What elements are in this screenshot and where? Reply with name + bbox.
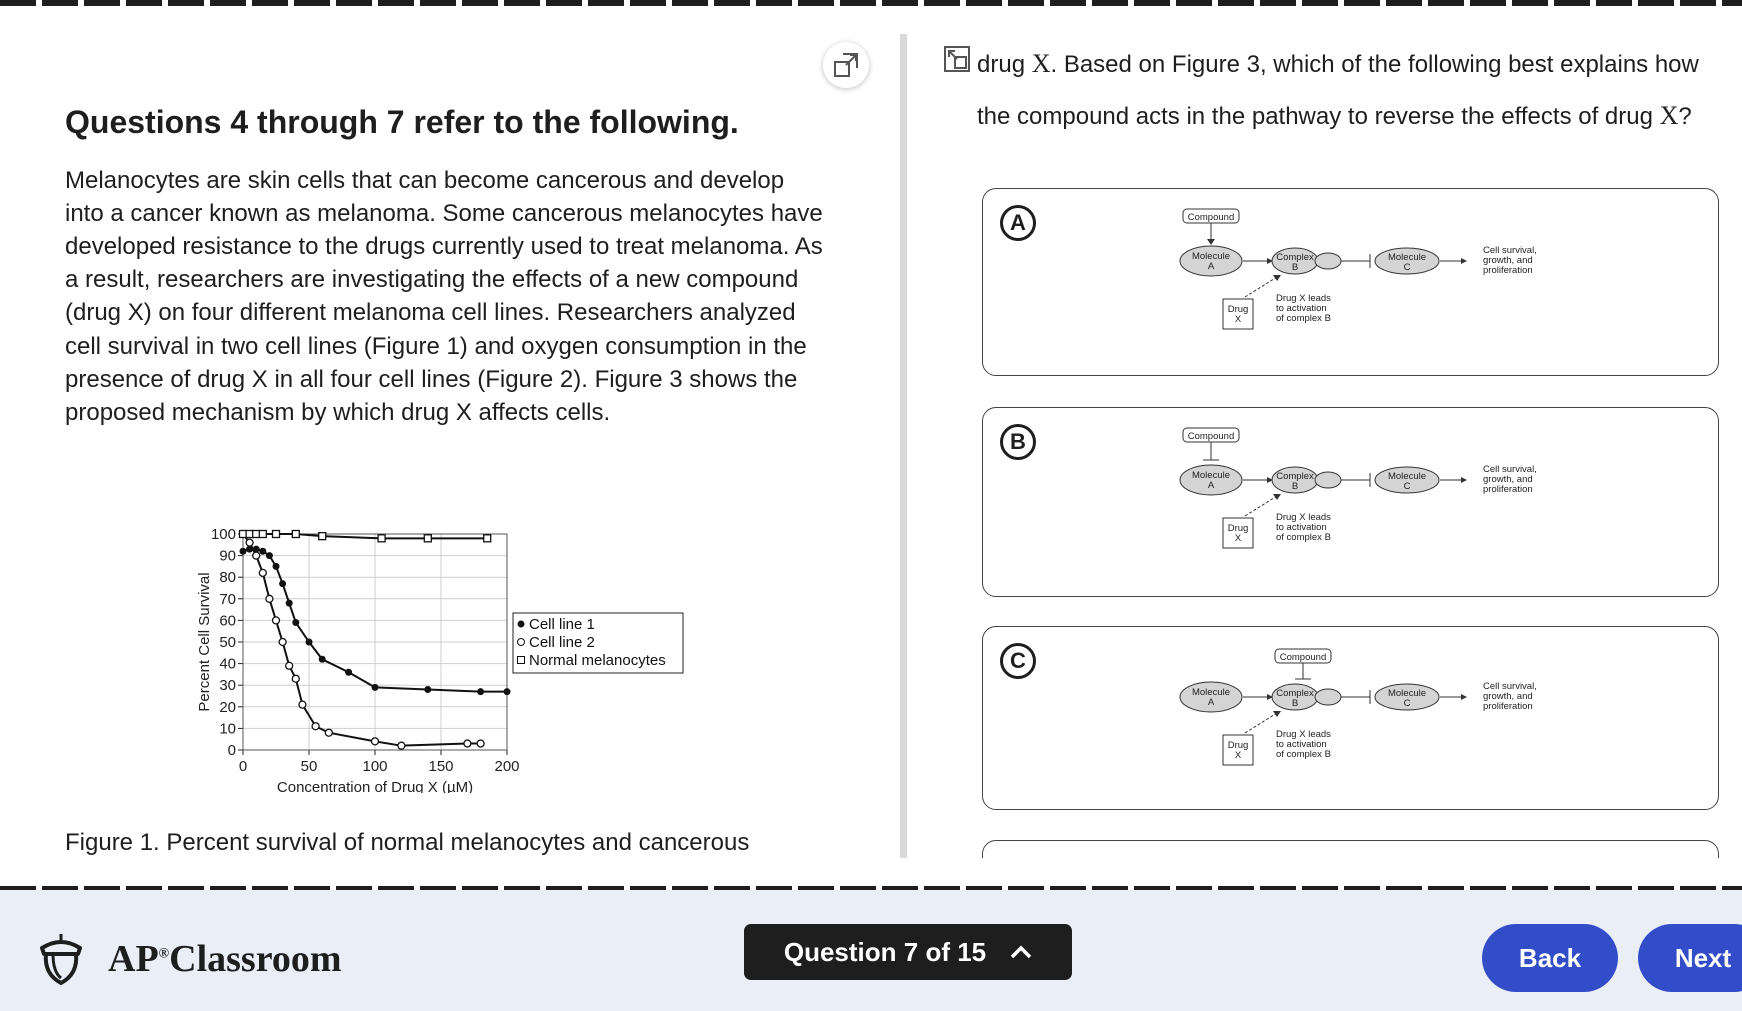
diagram-label: to activation xyxy=(1276,303,1327,314)
diagram-label: C xyxy=(1403,698,1411,709)
legend-marker xyxy=(518,621,525,628)
diagram-label: Drug X leads xyxy=(1276,729,1331,740)
data-point xyxy=(424,686,431,693)
pathway-group xyxy=(1180,428,1537,548)
diagram-label: Drug X leads xyxy=(1276,512,1331,523)
diagram-label: of complex B xyxy=(1276,532,1331,543)
data-point xyxy=(319,533,326,540)
diagram-label: C xyxy=(1403,481,1411,492)
y-tick-label: 10 xyxy=(219,720,236,738)
data-point xyxy=(273,617,280,624)
diagram-label: A xyxy=(1207,480,1215,491)
pathway-diagram xyxy=(983,189,1718,375)
x-tick-label: 100 xyxy=(362,758,388,775)
data-point xyxy=(240,531,247,538)
question-text-a: drug xyxy=(977,51,1032,78)
data-point xyxy=(345,669,352,676)
diagram-label: B xyxy=(1291,262,1299,273)
x-tick-label: 0 xyxy=(238,758,248,775)
dashed-activation-arrow xyxy=(1245,713,1277,733)
diagram-label: X xyxy=(1234,314,1242,325)
diagram-label: to activation xyxy=(1276,739,1327,750)
diagram-label: Drug X leads xyxy=(1276,293,1331,304)
diagram-label: of complex B xyxy=(1276,749,1331,760)
question-pane[interactable] xyxy=(907,6,1742,858)
arrowhead xyxy=(1461,477,1467,483)
data-point xyxy=(319,656,326,663)
data-point xyxy=(273,563,280,570)
arrowhead xyxy=(1461,694,1467,700)
diagram-label: C xyxy=(1403,262,1411,273)
diagram-label: Drug xyxy=(1227,304,1249,315)
y-tick-label: 40 xyxy=(219,655,236,673)
pane-divider[interactable] xyxy=(900,34,907,858)
question-counter: Question 7 of 15 xyxy=(783,936,987,967)
diagram-label: A xyxy=(1207,697,1215,708)
arrowhead xyxy=(1273,275,1281,281)
brand-name: AP®Classroom xyxy=(108,938,342,980)
question-navigator-button[interactable] xyxy=(744,924,1072,980)
question-text-b: . Based on Figure 3, which of the following best explains how the compound acts in the pathway to reverse the effects of drug xyxy=(977,51,1699,130)
data-point xyxy=(286,662,293,669)
complex-b-subunit xyxy=(1315,689,1341,705)
diagram-label: Drug xyxy=(1227,740,1249,751)
y-tick-label: 50 xyxy=(219,634,236,651)
diagram-label: Cell survival, xyxy=(1483,245,1537,256)
passage-text xyxy=(65,164,825,429)
y-tick-label: 20 xyxy=(219,698,236,716)
legend-label: Normal melanocytes xyxy=(529,652,666,669)
data-point xyxy=(279,580,286,587)
data-point xyxy=(306,639,313,646)
data-point xyxy=(286,600,293,607)
data-point xyxy=(477,688,484,695)
diagram-label: Molecule xyxy=(1387,688,1427,699)
answer-choice-d[interactable] xyxy=(982,840,1719,858)
data-point xyxy=(246,539,253,546)
diagram-label: growth, and xyxy=(1483,255,1533,266)
x-tick-label: 150 xyxy=(428,758,454,775)
figure-caption: Figure 1. Percent survival of normal melanocytes and cancerous xyxy=(65,829,750,856)
data-point xyxy=(259,548,266,555)
y-tick-label: 90 xyxy=(219,547,236,565)
diagram-label: proliferation xyxy=(1483,265,1533,276)
diagram-label: B xyxy=(1291,698,1299,709)
diagram-label: Complex xyxy=(1276,252,1314,263)
next-button[interactable]: Next xyxy=(1638,924,1742,992)
x-tick-label: 50 xyxy=(300,758,318,775)
arrowhead xyxy=(1273,711,1281,717)
legend-marker xyxy=(518,657,525,664)
diagram-label: Molecule xyxy=(1191,470,1231,481)
y-tick-label: 60 xyxy=(219,612,236,630)
collapse-icon xyxy=(942,44,972,74)
data-point xyxy=(484,535,491,542)
pathway-group xyxy=(1180,649,1537,765)
expand-passage-button[interactable] xyxy=(823,42,869,88)
diagram-label: proliferation xyxy=(1483,484,1533,495)
diagram-label: Compound xyxy=(1279,652,1327,663)
y-tick-label: 80 xyxy=(219,569,236,587)
brand-suffix: Classroom xyxy=(169,938,342,980)
complex-b-subunit xyxy=(1315,253,1341,269)
data-point xyxy=(372,684,379,691)
diagram-label: Drug xyxy=(1227,523,1249,534)
x-axis-label: Concentration of Drug X (µM) xyxy=(276,779,474,793)
data-point xyxy=(273,531,280,538)
data-point xyxy=(253,552,260,559)
footer-bar xyxy=(0,890,1742,1011)
diagram-label: Compound xyxy=(1187,212,1235,223)
acorn-logo-icon xyxy=(38,932,84,986)
diagram-label: proliferation xyxy=(1483,701,1533,712)
diagram-label: Complex xyxy=(1276,471,1314,482)
diagram-label: Molecule xyxy=(1387,252,1427,263)
choice-letter: A xyxy=(1000,205,1036,241)
y-tick-label: 0 xyxy=(227,742,236,759)
data-point xyxy=(504,688,511,695)
answer-choice-b[interactable] xyxy=(982,407,1719,597)
question-drug-symbol: X xyxy=(1659,101,1679,130)
y-tick-label: 100 xyxy=(210,526,236,543)
arrowhead xyxy=(1207,239,1215,245)
pathway-group xyxy=(1180,209,1537,329)
dashed-activation-arrow xyxy=(1245,496,1277,516)
diagram-label: Cell survival, xyxy=(1483,681,1537,692)
ap-classroom-logo xyxy=(38,932,342,986)
diagram-label: Molecule xyxy=(1191,251,1231,262)
data-point xyxy=(266,595,273,602)
data-point xyxy=(372,738,379,745)
collapse-passage-button[interactable] xyxy=(934,36,980,82)
diagram-label: Complex xyxy=(1276,688,1314,699)
diagram-label: Cell survival, xyxy=(1483,464,1537,475)
data-point xyxy=(398,742,405,749)
diagram-label: growth, and xyxy=(1483,474,1533,485)
data-point xyxy=(464,740,471,747)
chevron-up-icon xyxy=(1010,945,1032,959)
answer-choice-a[interactable] xyxy=(982,188,1719,376)
data-point xyxy=(240,548,247,555)
diagram-label: Compound xyxy=(1187,431,1235,442)
passage-heading: Questions 4 through 7 refer to the following. xyxy=(65,104,739,140)
diagram-label: to activation xyxy=(1276,522,1327,533)
choice-letter: B xyxy=(1000,424,1036,460)
choice-letter: C xyxy=(1000,643,1036,679)
data-point xyxy=(259,531,266,538)
data-point xyxy=(477,740,484,747)
legend-label: Cell line 2 xyxy=(529,634,595,651)
diagram-label: Molecule xyxy=(1387,471,1427,482)
question-text-c: ? xyxy=(1678,103,1692,130)
pathway-diagram xyxy=(983,627,1718,809)
data-point xyxy=(292,619,299,626)
data-point xyxy=(325,729,332,736)
diagram-label: growth, and xyxy=(1483,691,1533,702)
y-tick-label: 30 xyxy=(219,677,236,695)
diagram-label: X xyxy=(1234,750,1242,761)
data-point xyxy=(266,552,273,559)
data-point xyxy=(292,531,299,538)
question-drug-symbol: X xyxy=(1031,49,1051,78)
expand-icon xyxy=(831,50,861,80)
diagram-label: Molecule xyxy=(1191,687,1231,698)
answer-choice-c[interactable] xyxy=(982,626,1719,810)
data-point xyxy=(378,535,385,542)
arrowhead xyxy=(1461,258,1467,264)
survival-chart xyxy=(190,518,690,793)
diagram-label: A xyxy=(1207,261,1215,272)
legend-label: Cell line 1 xyxy=(529,616,595,633)
passage-pane[interactable] xyxy=(0,6,900,858)
passage-paragraph: Melanocytes are skin cells that can become cancerous and develop into a cancer known as melanoma. Some cancerous melanocytes have developed resistance to the drugs currently used to treat melanoma. As a result, researchers are investigating the effects of a new compound (drug X) on four different melanoma cell lines. Researchers analyzed cell survival in two cell lines (Figure 1) and oxygen consumption in the presence of drug X in all four cell lines (Figure 2). Figure 3 shows the proposed mechanism by which drug X affects cells. xyxy=(65,167,823,426)
data-point xyxy=(292,675,299,682)
data-point xyxy=(312,723,319,730)
data-point xyxy=(259,569,266,576)
brand-ap: AP xyxy=(108,938,159,980)
data-point xyxy=(279,639,286,646)
arrowhead xyxy=(1273,494,1281,500)
diagram-label: X xyxy=(1234,533,1242,544)
dashed-activation-arrow xyxy=(1245,277,1277,297)
x-tick-label: 200 xyxy=(494,758,520,775)
pathway-diagram xyxy=(983,408,1718,596)
figure-1-chart xyxy=(190,518,690,798)
y-axis-label: Percent Cell Survival xyxy=(196,572,213,712)
question-stem xyxy=(977,38,1732,142)
data-point xyxy=(299,701,306,708)
y-tick-label: 70 xyxy=(219,590,236,608)
complex-b-subunit xyxy=(1315,472,1341,488)
diagram-label: B xyxy=(1291,481,1299,492)
data-point xyxy=(424,535,431,542)
diagram-label: of complex B xyxy=(1276,313,1331,324)
back-button[interactable]: Back xyxy=(1482,924,1618,992)
legend-marker xyxy=(518,639,525,646)
